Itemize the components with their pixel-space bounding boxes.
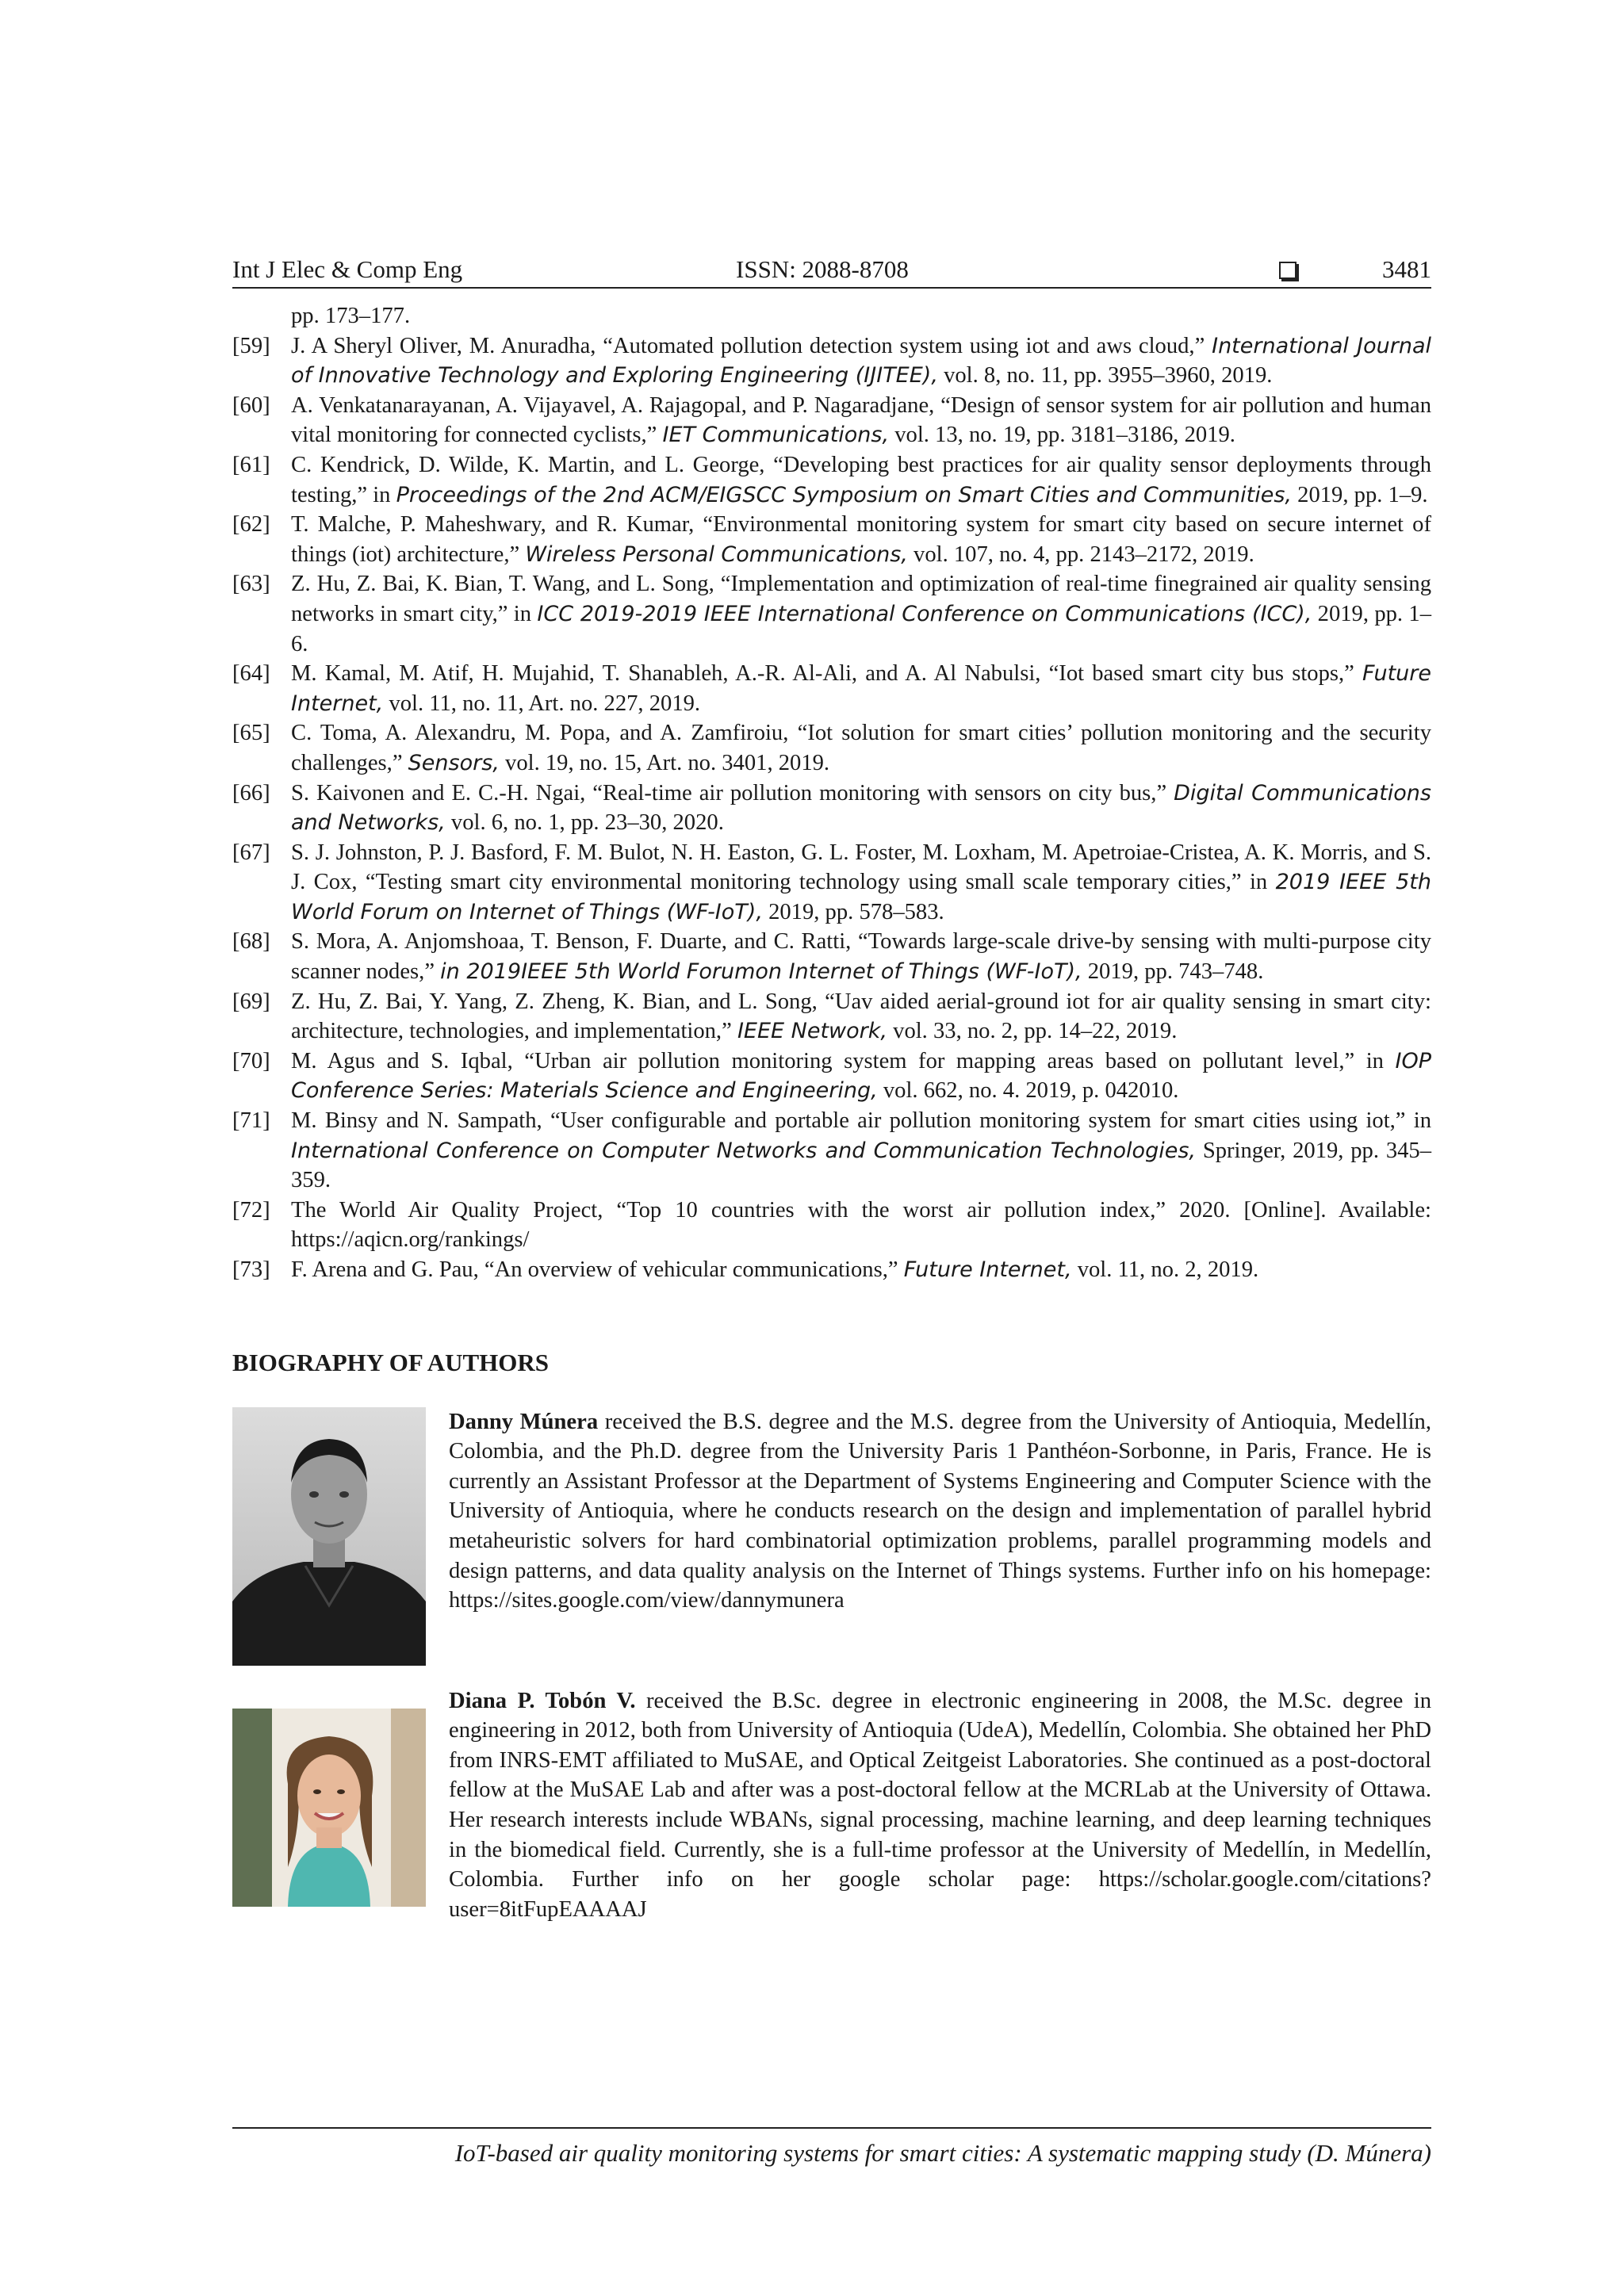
- reference-entry: [232, 1196, 1431, 1255]
- author-photo-tobon: [232, 1709, 426, 1907]
- reference-details: 2019, pp. 743–748.: [1087, 959, 1264, 985]
- reference-text: [291, 838, 1431, 928]
- reference-authors-title: S. Kaivonen and E. C.-H. Ngai, “Real-time air pollution monitoring with sensors on city bus,”: [291, 780, 1167, 806]
- page-number: 3481: [1382, 255, 1431, 283]
- reference-text: [291, 659, 1431, 718]
- reference-text: [291, 331, 1431, 391]
- reference-details: vol. 662, no. 4. 2019, p. 042010.: [883, 1078, 1179, 1104]
- reference-authors-title: M. Agus and S. Iqbal, “Urban air pollution monitoring system for mapping areas based on pollutant level,” in: [291, 1048, 1384, 1073]
- reference-entry: [232, 391, 1431, 450]
- reference-entry: [232, 838, 1431, 928]
- reference-text: [291, 779, 1431, 838]
- issn: ISSN: 2088-8708: [736, 255, 909, 283]
- reference-authors-title: J. A Sheryl Oliver, M. Anuradha, “Automated pollution detection system using iot and aws cloud,”: [291, 333, 1205, 358]
- reference-details: vol. 8, no. 11, pp. 3955–3960, 2019.: [944, 363, 1273, 388]
- reference-details: vol. 19, no. 15, Art. no. 3401, 2019.: [505, 750, 830, 775]
- reference-text: [291, 391, 1431, 450]
- reference-number: [65]: [232, 721, 270, 746]
- reference-continuation: pp. 173–177.: [291, 304, 411, 328]
- reference-number: [59]: [232, 333, 270, 358]
- reference-details: 2019, pp. 1–9.: [1297, 482, 1428, 507]
- reference-venue: 2019 IEEE 5th World Forum on Internet of Things (WF-IoT),: [291, 870, 1431, 924]
- footer-rule: [232, 2127, 1431, 2129]
- reference-details: vol. 107, no. 4, pp. 2143–2172, 2019.: [914, 541, 1254, 567]
- reference-entry: [232, 569, 1431, 659]
- reference-venue: Wireless Personal Communications,: [525, 541, 908, 567]
- reference-details: vol. 13, no. 19, pp. 3181–3186, 2019.: [894, 423, 1235, 448]
- reference-venue: IOP Conference Series: Materials Science and Engineering,: [291, 1048, 1431, 1104]
- reference-number: [72]: [232, 1197, 270, 1223]
- reference-authors-title: Z. Hu, Z. Bai, K. Bian, T. Wang, and L. Song, “Implementation and optimization of real-time finegrained air quality sensing networks in smart city,” in: [291, 572, 1431, 626]
- reference-details: vol. 33, no. 2, pp. 14–22, 2019.: [893, 1019, 1178, 1044]
- reference-number: [70]: [232, 1048, 270, 1073]
- reference-number: [64]: [232, 661, 270, 687]
- reference-authors-title: C. Kendrick, D. Wilde, K. Martin, and L. George, “Developing best practices for air quality sensor deployments through testing,” in: [291, 452, 1431, 507]
- reference-text: [291, 569, 1431, 659]
- author-name: Diana P. Tobón V.: [449, 1688, 636, 1713]
- reference-number: [66]: [232, 780, 270, 806]
- reference-entry: [232, 1047, 1431, 1106]
- reference-authors-title: Z. Hu, Z. Bai, Y. Yang, Z. Zheng, K. Bian, and L. Song, “Uav aided aerial-ground iot for air quality sensing in smart city: architecture, technologies, and implementation,”: [291, 989, 1431, 1044]
- reference-entry: [232, 718, 1431, 778]
- reference-venue: International Conference on Computer Networks and Communication Technologies,: [291, 1138, 1196, 1163]
- reference-venue: Proceedings of the 2nd ACM/EIGSCC Symposium on Smart Cities and Communities,: [396, 482, 1292, 507]
- reference-number: [68]: [232, 929, 270, 955]
- reference-text: [291, 1106, 1431, 1196]
- reference-venue: Sensors,: [408, 750, 500, 775]
- reference-venue: Digital Communications and Networks,: [291, 780, 1431, 836]
- reference-text: [291, 987, 1431, 1047]
- reference-details: Springer, 2019, pp. 345–359.: [291, 1138, 1432, 1193]
- reference-venue: ICC 2019-2019 IEEE International Conference on Communications (ICC),: [537, 601, 1312, 626]
- square-icon: [1279, 262, 1297, 279]
- reference-text: [291, 718, 1431, 778]
- reference-venue: International Journal of Innovative Technology and Exploring Engineering (IJITEE),: [291, 333, 1432, 388]
- reference-number: [61]: [232, 452, 270, 477]
- reference-authors-title: S. J. Johnston, P. J. Basford, F. M. Bulot, N. H. Easton, G. L. Foster, M. Loxham, M. Apetroiae-Cristea, A. K. Morris, and S. J. Cox, “Testing smart city environmental monitoring technology using small scale temporary cities,” in: [291, 840, 1431, 895]
- reference-entry: [232, 450, 1431, 510]
- author-bio-text: received the B.Sc. degree in electronic engineering in 2008, the M.Sc. degree in engineering in 2012, both from University of Antioquia (UdeA), Medellín, Colombia. She obtained her PhD from INRS-EMT affiliated to MuSAE, and Optical Zeitgeist Laboratories. She continued as a post-doctoral fellow at the MuSAE Lab and after was a post-doctoral fellow at the MCRLab at the University of Ottawa. Her research interests include WBANs, signal processing, machine learning, and deep learning techniques in the biomedical field. Currently, she is a full-time professor at the University of Medellín, in Medellín, Colombia. Further info on her google scholar page: https://scholar.google.com/citations?user=8itFupEAAAAJ: [449, 1688, 1431, 1922]
- reference-number: [60]: [232, 392, 270, 418]
- reference-text: [291, 510, 1431, 569]
- reference-text: [291, 1196, 1431, 1255]
- running-head: [232, 238, 1431, 289]
- author-bio-1: [232, 1407, 1431, 1669]
- author-bio-text: received the B.S. degree and the M.S. degree from the University of Antioquia, Medellín, Colombia, and the Ph.D. degree from the University Paris 1 Panthéon-Sorbonne, in Paris, France. He is currently an Assistant Professor at the Department of Systems Engineering and Computer Science with the University of Antioquia, where he conducts research on the design and implementation of parallel hybrid metaheuristic solvers for hard combinatorial optimization problems, parallel programming models and design patterns, and data quality analysis on the Internet of Things systems. Further info on his homepage: https://sites.google.com/view/dannymunera: [449, 1409, 1431, 1613]
- reference-entry: [232, 659, 1431, 718]
- reference-entry: [232, 510, 1431, 569]
- reference-venue: Future Internet,: [291, 661, 1431, 716]
- reference-authors-title: M. Binsy and N. Sampath, “User configurable and portable air pollution monitoring system for smart cities using iot,” in: [291, 1108, 1431, 1134]
- reference-authors-title: A. Venkatanarayanan, A. Vijayavel, A. Rajagopal, and P. Nagaradjane, “Design of sensor system for air pollution and human vital monitoring for connected cyclists,”: [291, 392, 1431, 448]
- reference-entry: [232, 927, 1431, 986]
- reference-details: vol. 11, no. 2, 2019.: [1077, 1257, 1259, 1282]
- reference-authors-title: T. Malche, P. Maheshwary, and R. Kumar, “Environmental monitoring system for smart city based on secure internet of things (iot) architecture,”: [291, 512, 1431, 567]
- running-footer: IoT-based air quality monitoring systems for smart cities: A systematic mapping study (D. Múnera): [454, 2139, 1431, 2167]
- author-photo-munera: [232, 1407, 426, 1666]
- reference-details: vol. 11, no. 11, Art. no. 227, 2019.: [389, 691, 701, 716]
- reference-entry: [232, 1106, 1431, 1196]
- reference-entry: [232, 987, 1431, 1047]
- reference-details: 2019, pp. 578–583.: [768, 899, 944, 924]
- reference-list: [232, 301, 1431, 1285]
- reference-number: [67]: [232, 840, 270, 865]
- reference-venue: in 2019IEEE 5th World Forumon Internet of Things (WF-IoT),: [440, 959, 1082, 985]
- reference-venue: IEEE Network,: [737, 1019, 887, 1044]
- reference-text: [291, 1047, 1431, 1106]
- reference-authors-title: F. Arena and G. Pau, “An overview of vehicular communications,”: [291, 1257, 898, 1282]
- paper-page: [232, 238, 1431, 1948]
- reference-number: [73]: [232, 1257, 270, 1282]
- reference-number: [62]: [232, 512, 270, 538]
- reference-details: vol. 6, no. 1, pp. 23–30, 2020.: [450, 810, 724, 836]
- author-bio-2: [232, 1686, 1431, 1948]
- reference-number: [69]: [232, 989, 270, 1014]
- reference-authors-title: S. Mora, A. Anjomshoaa, T. Benson, F. Duarte, and C. Ratti, “Towards large-scale drive-by sensing with multi-purpose city scanner nodes,”: [291, 929, 1431, 985]
- reference-number: [63]: [232, 572, 270, 597]
- reference-text: [291, 450, 1431, 510]
- journal-name: Int J Elec & Comp Eng: [232, 255, 463, 283]
- reference-text: [291, 927, 1431, 986]
- reference-entry: [232, 779, 1431, 838]
- reference-authors-title: The World Air Quality Project, “Top 10 countries with the worst air pollution index,” 2020. [Online]. Available: https://aqicn.org/rankings/: [291, 1197, 1431, 1253]
- biography-heading: BIOGRAPHY OF AUTHORS: [232, 1348, 550, 1376]
- reference-authors-title: C. Toma, A. Alexandru, M. Popa, and A. Zamfiroiu, “Iot solution for smart cities’ pollution monitoring and the security challenges,”: [291, 721, 1431, 775]
- reference-authors-title: M. Kamal, M. Atif, H. Mujahid, T. Shanableh, A.-R. Al-Ali, and A. Al Nabulsi, “Iot based smart city bus stops,”: [291, 661, 1354, 687]
- reference-entry: [232, 331, 1431, 391]
- reference-venue: IET Communications,: [662, 423, 890, 448]
- reference-text: [291, 1255, 1431, 1285]
- reference-number: [71]: [232, 1108, 270, 1134]
- reference-venue: Future Internet,: [903, 1257, 1072, 1282]
- reference-details: 2019, pp. 1–6.: [291, 601, 1432, 656]
- reference-entry: [232, 1255, 1431, 1285]
- author-name: Danny Múnera: [449, 1409, 599, 1434]
